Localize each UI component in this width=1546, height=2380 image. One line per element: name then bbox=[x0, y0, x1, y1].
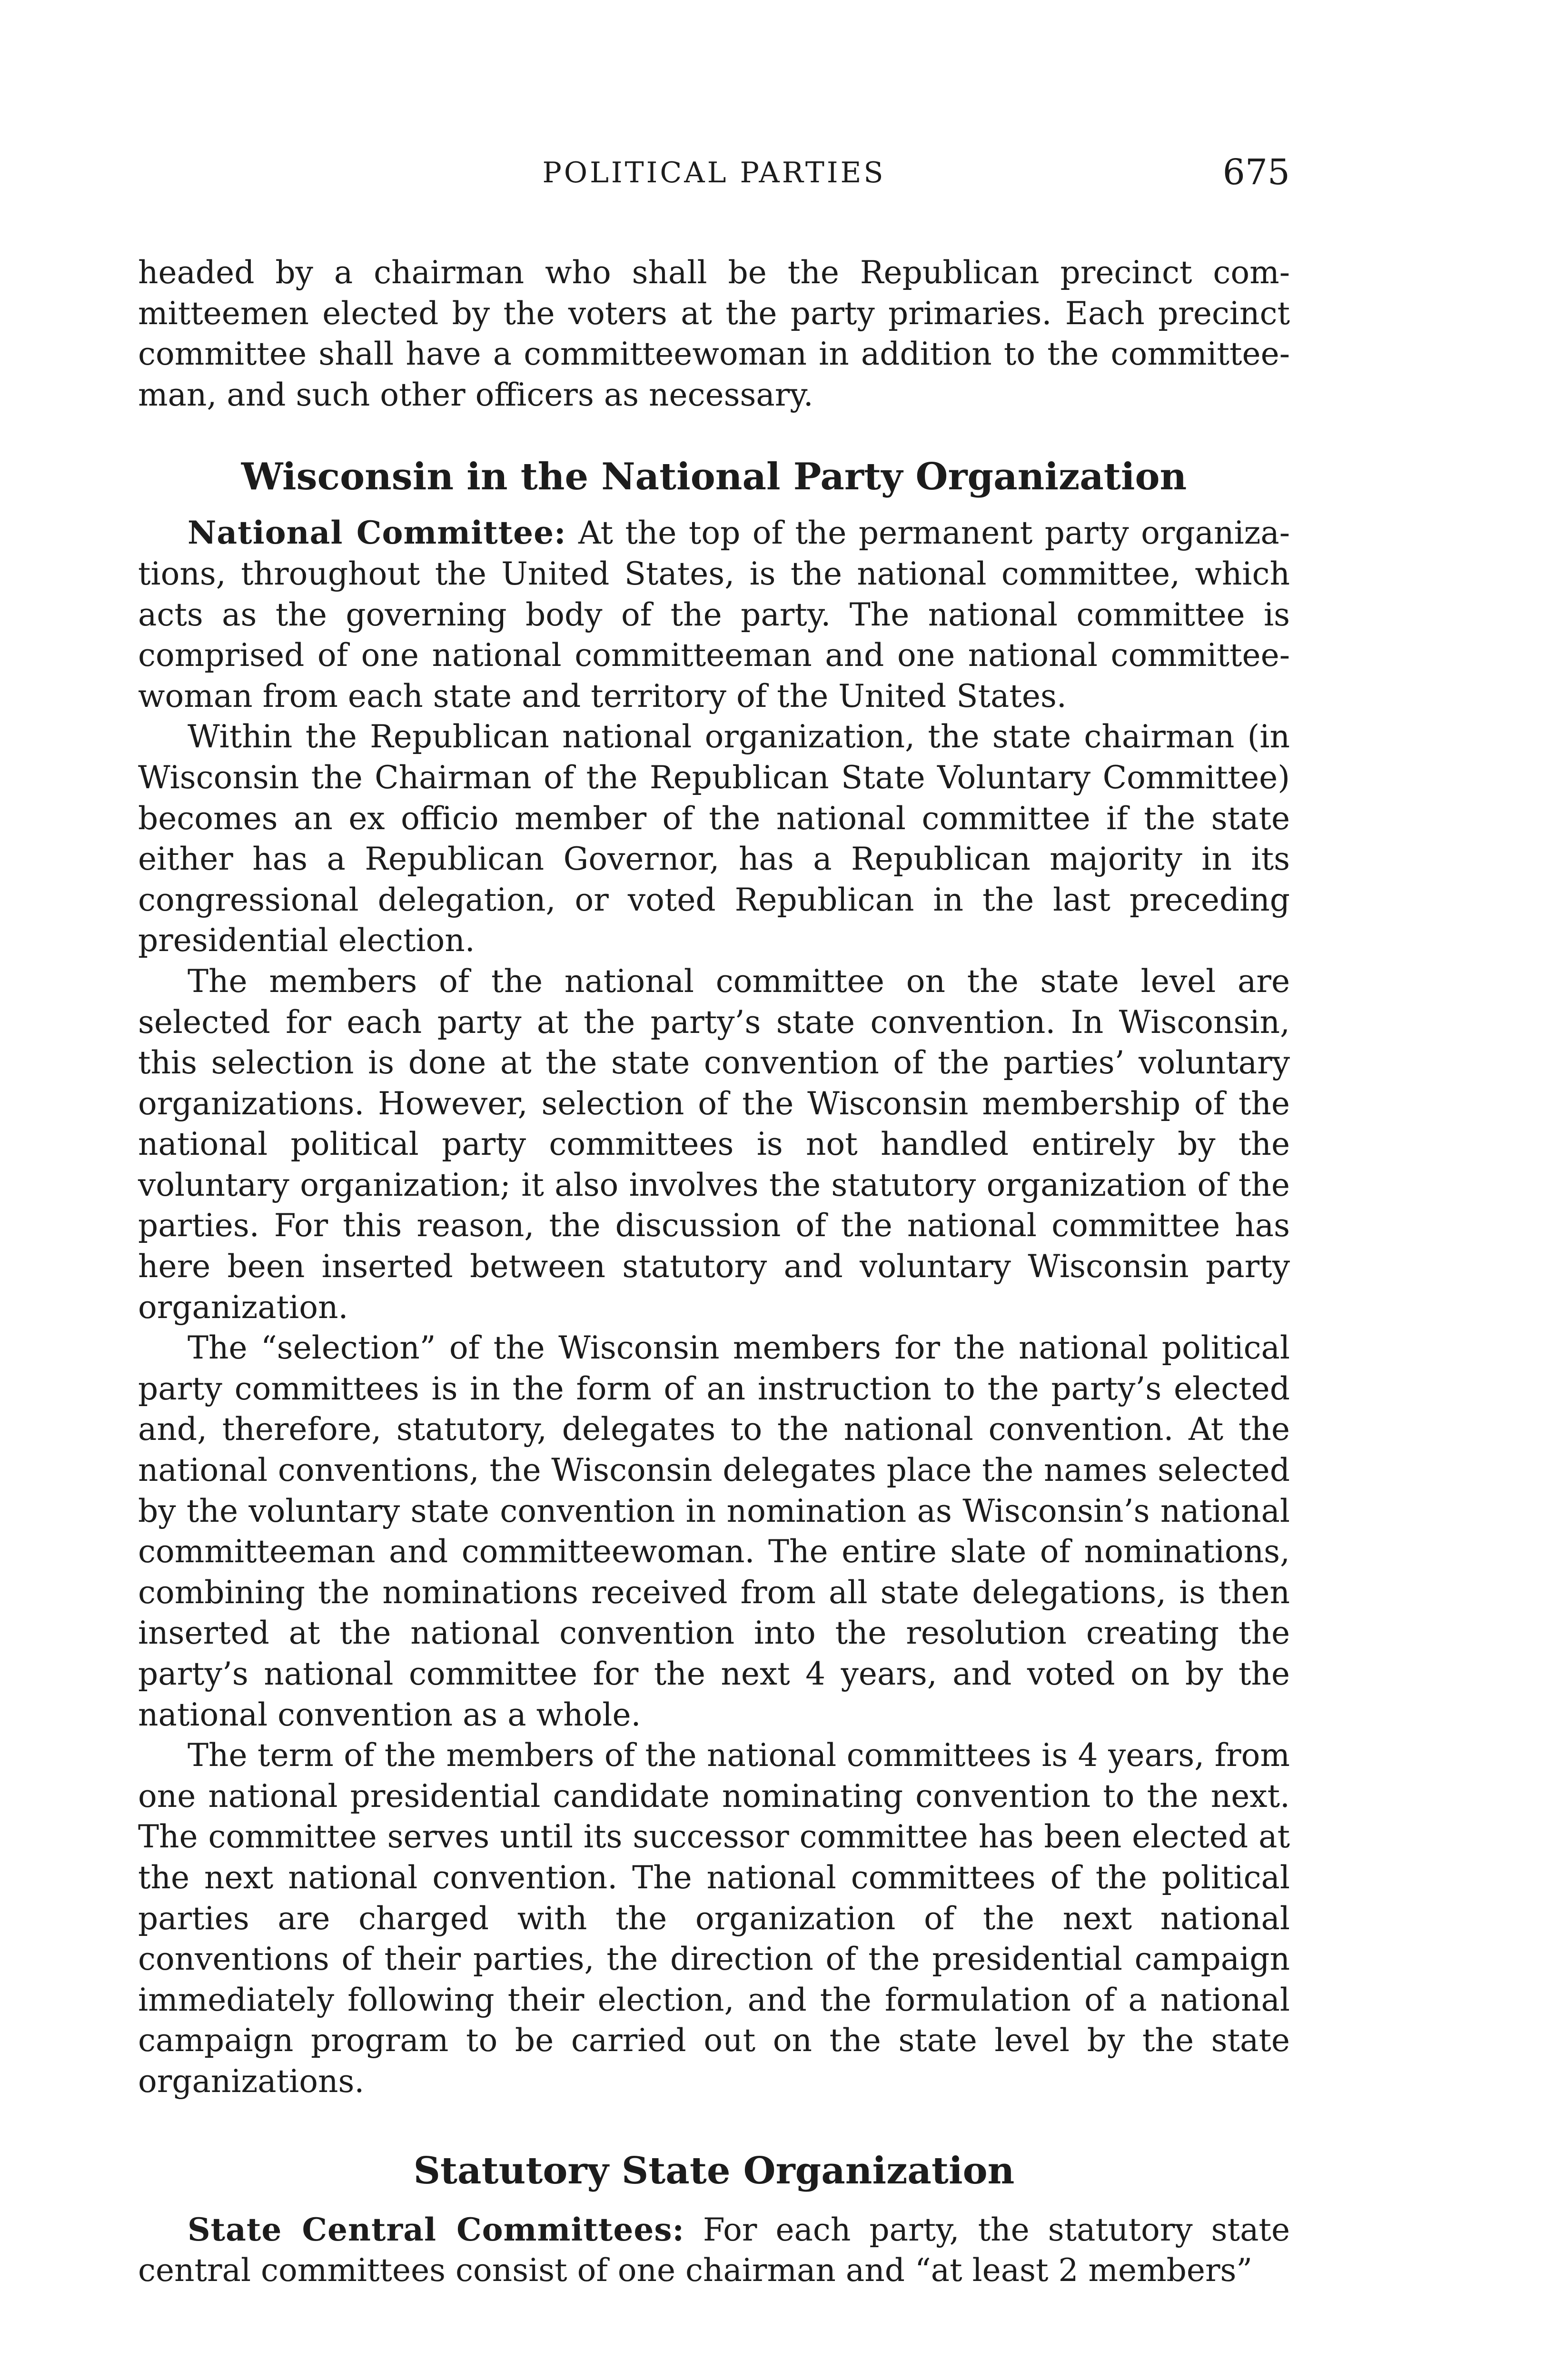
state-central-committees-paragraph bbox=[138, 2210, 1290, 2291]
running-title: POLITICAL PARTIES bbox=[542, 156, 886, 189]
national-committee-paragraph bbox=[138, 513, 1290, 716]
section-heading-statutory: Statutory State Organization bbox=[413, 2149, 1015, 2192]
state-central-committees-text: For each party, the statutory state central committees consist of one chairman and “at least 2 members” bbox=[138, 2211, 1290, 2289]
committee-term-paragraph: The term of the members of the national committees is 4 years, from one national presidential candidate nominating convention to the next. The committee serves until its successor committee has been elected at the next national convention. The national committees of the political parties are charged with the organization of the next national conventions of their parties, the direction of the presidential campaign immediately following their election, and the formulation of a national campaign program to be carried out on the state level by the state organizations. bbox=[138, 1737, 1290, 2100]
intro-paragraph: headed by a chairman who shall be the Republican precinct committeemen elected by the voters at the party primaries. Each precinct committee shall have a committeewoman in addition to the committeeman, and such other officers as necessary. bbox=[138, 254, 1290, 413]
state-central-committees-lead-in: State Central Committees: bbox=[188, 2211, 684, 2248]
member-selection-paragraph: The members of the national committee on the state level are selected for each party at the party’s state convention. In Wisconsin, this selection is done at the state convention of the parties’ voluntary organizations. However, selection of the Wisconsin membership of the national political party committees is not handled entirely by the voluntary organization; it also involves the statutory organization of the parties. For this reason, the discussion of the national committee has here been inserted between statutory and voluntary Wisconsin party organization. bbox=[138, 962, 1290, 1326]
selection-instruction-paragraph: The “selection” of the Wisconsin members for the national political party committees is in the form of an instruction to the party’s elected and, therefore, statutory, delegates to the national convention. At the national conventions, the Wisconsin delegates place the names selected by the voluntary state convention in nomination as Wisconsin’s national committeeman and committeewoman. The entire slate of nominations, combining the nominations received from all state delegations, is then inserted at the national convention into the resolution creating the party’s national committee for the next 4 years, and voted on by the national convention as a whole. bbox=[138, 1329, 1290, 1733]
national-committee-text: At the top of the permanent party organizations, throughout the United States, is the national committee, which acts as the governing body of the party. The national committee is comprised of one national committeeman and one national committeewoman from each state and territory of the United States. bbox=[138, 515, 1290, 714]
national-committee-lead-in: National Committee: bbox=[188, 514, 566, 552]
state-chairman-paragraph: Within the Republican national organization, the state chairman (in Wisconsin the Chairman of the Republican State Voluntary Committee) becomes an ex officio member of the national committee if the state either has a Republican Governor, has a Republican majority in its congressional delegation, or voted Republican in the last preceding presidential election. bbox=[138, 718, 1290, 959]
body-text bbox=[138, 252, 1290, 2291]
running-head bbox=[138, 151, 1290, 204]
section-heading-national: Wisconsin in the National Party Organization bbox=[241, 455, 1187, 499]
page-number: 675 bbox=[1222, 152, 1290, 193]
